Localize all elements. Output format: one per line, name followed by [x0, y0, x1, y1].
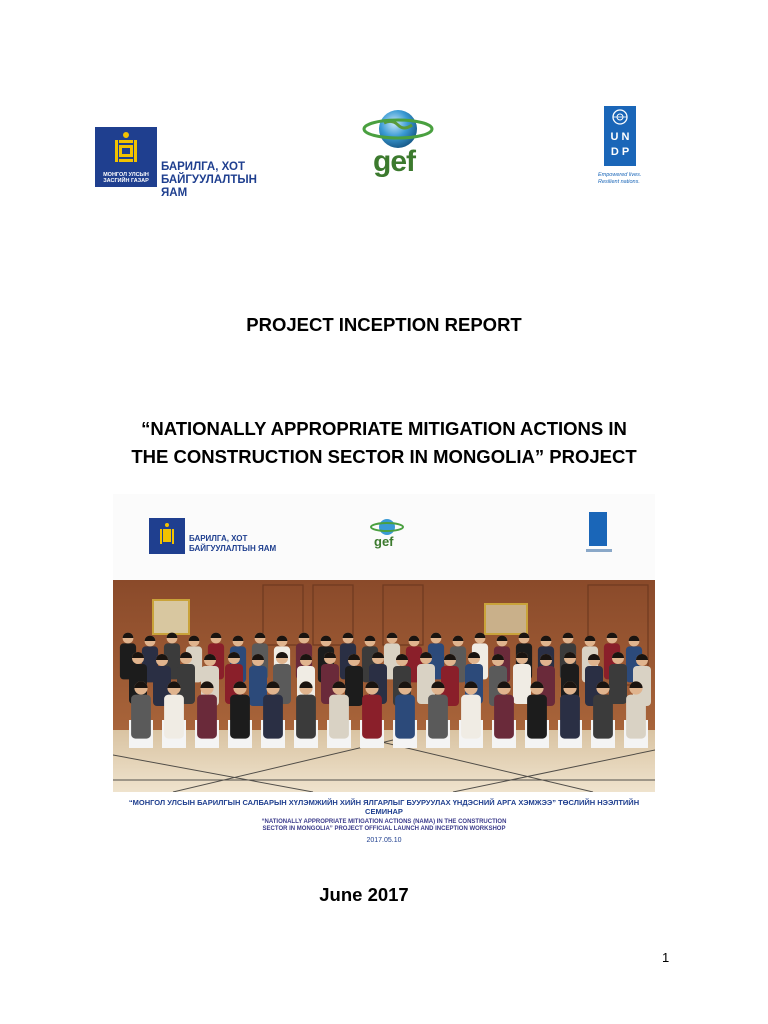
person-figure [329, 695, 349, 739]
gef-wordmark: gef [373, 145, 415, 178]
ministry-name: БАРИЛГА, ХОТ БАЙГУУЛАЛТЫН ЯАМ [161, 161, 257, 199]
undp-tagline: Empowered lives. Resilient nations. [598, 172, 642, 185]
photo-ministry-name: БАРИЛГА, ХОТ БАЙГУУЛАЛТЫН ЯАМ [189, 534, 277, 553]
un-emblem-icon [604, 106, 636, 128]
person-figure [197, 695, 217, 739]
workshop-photo [113, 494, 655, 855]
soyombo-emblem-icon [95, 127, 157, 187]
gef-logo [360, 105, 435, 185]
caption-mongolian: “МОНГОЛ УЛСЫН БАРИЛГЫН САЛБАРЫН ХҮЛЭМЖИЙН ХИЙН ЯЛГАРЛЫГ БУУРУУЛАХ ҮНДЭСНИЙ АРГА ХЭМЖЭЭ” ТӨСЛИЙН НЭЭЛТИЙН СЕМИНАР [128, 798, 640, 816]
group-photo-scene [113, 580, 655, 792]
person-figure [131, 695, 151, 739]
project-title-line-2: THE CONSTRUCTION SECTOR IN MONGOLIA” PROJECT [131, 446, 637, 467]
photo-banner-logos [113, 494, 655, 580]
undp-logo [598, 106, 648, 188]
person-figure [560, 695, 580, 739]
photo-undp-tagline-mark [586, 549, 612, 552]
soyombo-emblem-small-icon [149, 518, 185, 554]
person-figure [395, 695, 415, 739]
report-date: June 2017 [319, 884, 409, 905]
person-figure [527, 695, 547, 739]
project-title [60, 415, 708, 471]
project-title-line-1: “NATIONALLY APPROPRIATE MITIGATION ACTIONS IN [141, 418, 627, 439]
photo-gef-wordmark: gef [374, 534, 394, 549]
person-figure [428, 695, 448, 739]
page-number: 1 [662, 950, 670, 965]
emblem-caption: МОНГОЛ УЛСЫН ЗАСГИЙН ГАЗАР [103, 172, 149, 184]
person-figure [230, 695, 250, 739]
report-title: PROJECT INCEPTION REPORT [246, 314, 522, 335]
person-figure [593, 695, 613, 739]
caption-english: “NATIONALLY APPROPRIATE MITIGATION ACTIONS (NAMA) IN THE CONSTRUCTION SECTOR IN MONGOLIA” PROJECT OFFICIAL LAUNCH AND INCEPTION WORKSHOP [261, 819, 507, 832]
group-photo [113, 580, 655, 792]
caption-date: 2017.05.10 [366, 837, 402, 844]
person-figure [626, 695, 646, 739]
person-figure [494, 695, 514, 739]
person-figure [164, 695, 184, 739]
person-figure [263, 695, 283, 739]
mongolia-ministry-logo [95, 127, 280, 199]
person-figure [461, 695, 481, 739]
undp-letters: U N D P [610, 131, 630, 158]
photo-undp-icon [589, 512, 607, 546]
person-figure [362, 695, 382, 739]
photo-caption [113, 792, 655, 855]
person-figure [296, 695, 316, 739]
